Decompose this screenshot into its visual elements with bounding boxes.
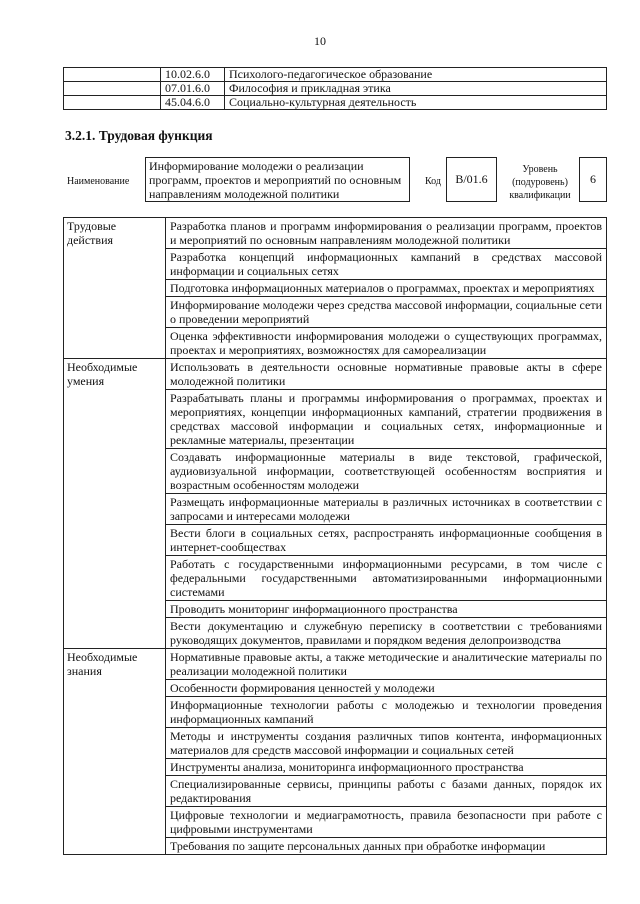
item-cell: Методы и инструменты создания различных типов контента, информационных материалов для средств массовой информации и социальных сетей — [166, 728, 607, 759]
item-cell: Оценка эффективности информирования молодежи о существующих программах, проектах и мероприятиях, возможностях для самореализации — [166, 328, 607, 359]
table-row — [64, 649, 607, 680]
function-code-box: B/01.6 — [446, 157, 497, 202]
table-row — [64, 218, 607, 249]
codes-row — [64, 68, 607, 82]
item-cell: Вести блоги в социальных сетях, распространять информационные сообщения в интернет-сообществах — [166, 525, 607, 556]
codes-row — [64, 96, 607, 110]
section-category-cell: Трудовые действия — [64, 218, 166, 359]
page-number: 10 — [314, 34, 326, 48]
item-cell: Проводить мониторинг информационного пространства — [166, 601, 607, 618]
codes-row — [64, 82, 607, 96]
code-label: Код — [425, 176, 441, 187]
code-name-cell: Психолого-педагогическое образование — [225, 68, 607, 82]
item-cell: Использовать в деятельности основные нормативные правовые акты в сфере молодежной политики — [166, 359, 607, 390]
section-category-cell: Необходимые умения — [64, 359, 166, 649]
section-category-cell: Необходимые знания — [64, 649, 166, 855]
item-cell: Требования по защите персональных данных при обработке информации — [166, 838, 607, 855]
code-cell: 10.02.6.0 — [161, 68, 225, 82]
item-cell: Вести документацию и служебную переписку в соответствии с требованиями руководящих документов, правилами и порядком ведения делопроизводства — [166, 618, 607, 649]
item-cell: Информирование молодежи через средства массовой информации, социальные сети о проведении мероприятий — [166, 297, 607, 328]
code-name-cell: Социально-культурная деятельность — [225, 96, 607, 110]
table-row — [64, 359, 607, 390]
item-cell: Инструменты анализа, мониторинга информационного пространства — [166, 759, 607, 776]
item-cell: Подготовка информационных материалов о программах, проектах и мероприятиях — [166, 280, 607, 297]
item-cell: Работать с государственными информационными ресурсами, в том числе с федеральными государственными автоматизированными информационными системами — [166, 556, 607, 601]
item-cell: Разработка концепций информационных кампаний в средствах массовой информации и социальных сетях — [166, 249, 607, 280]
qualification-level-label: Уровень (подуровень) квалификации — [509, 164, 571, 201]
section-heading: 3.2.1. Трудовая функция — [65, 128, 213, 143]
function-name-box: Информирование молодежи о реализации программ, проектов и мероприятий по основным направлениям молодежной политики — [145, 157, 410, 202]
item-cell: Создавать информационные материалы в виде текстовой, графической, аудиовизуальной информации, соответствующей особенностям восприятия и возрастным особенностям молодежи — [166, 449, 607, 494]
item-cell: Размещать информационные материалы в различных источниках в соответствии с запросами и интересами молодежи — [166, 494, 607, 525]
item-cell: Нормативные правовые акты, а также методические и аналитические материалы по реализации молодежной политики — [166, 649, 607, 680]
item-cell: Особенности формирования ценностей у молодежи — [166, 680, 607, 697]
code-cell: 07.01.6.0 — [161, 82, 225, 96]
qualification-level-box: 6 — [579, 157, 607, 202]
code-name-cell: Философия и прикладная этика — [225, 82, 607, 96]
item-cell: Цифровые технологии и медиаграмотность, правила безопасности при работе с цифровыми инструментами — [166, 807, 607, 838]
codes-table — [63, 67, 607, 110]
labor-function-table — [63, 217, 607, 855]
item-cell: Специализированные сервисы, принципы работы с базами данных, порядок их редактирования — [166, 776, 607, 807]
item-cell: Информационные технологии работы с молодежью и технологии проведения информационных кампаний — [166, 697, 607, 728]
item-cell: Разрабатывать планы и программы информирования о программах, проектах и мероприятиях, концепции информационных кампаний, стратегии продвижения в средствах массовой информации и социальных сетях, информационные и рекламные материалы, презентации — [166, 390, 607, 449]
item-cell: Разработка планов и программ информирования о реализации программ, проектов и мероприятий по основным направлениям молодежной политики — [166, 218, 607, 249]
name-label: Наименование — [67, 176, 130, 187]
code-cell: 45.04.6.0 — [161, 96, 225, 110]
